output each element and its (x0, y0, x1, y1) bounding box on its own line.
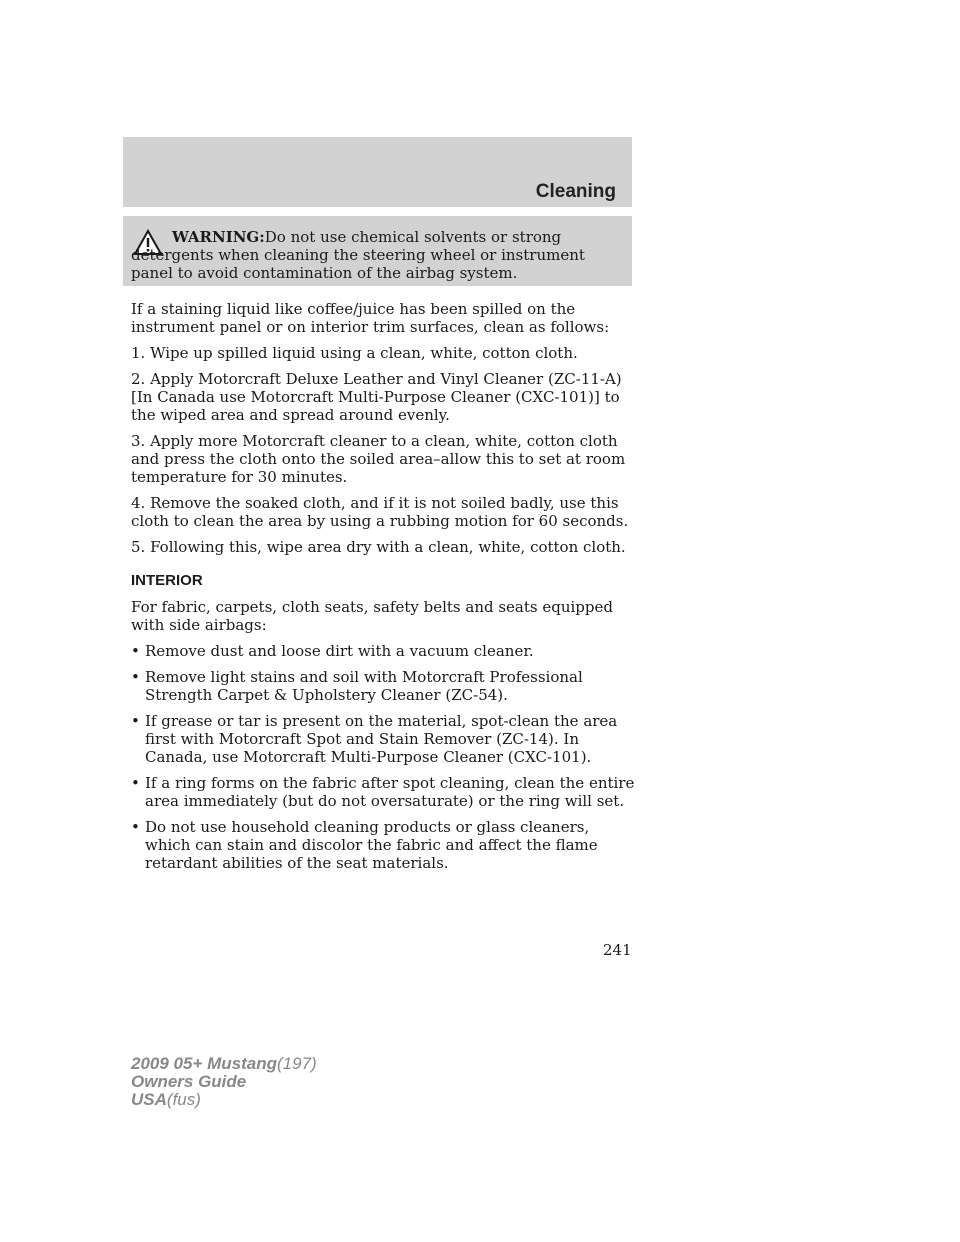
list-item: • If a ring forms on the fabric after spot cleaning, clean the entire area immediately (but do not oversaturate) or the ring will set. (131, 774, 635, 810)
bullet-icon: • (131, 818, 140, 836)
footer-market: USA (131, 1090, 167, 1109)
warning-text (131, 228, 627, 282)
step-4: 4. Remove the soaked cloth, and if it is not soiled badly, use this cloth to clean the area by using a rubbing motion for 60 seconds. (131, 494, 629, 530)
warning-body: Do not use chemical solvents or strong detergents when cleaning the steering wheel or instrument panel to avoid contamination of the airbag system. (131, 228, 585, 282)
list-item: • Remove dust and loose dirt with a vacuum cleaner. (131, 642, 534, 660)
list-item: • If grease or tar is present on the material, spot-clean the area first with Motorcraft Spot and Stain Remover (ZC-14). In Canada, use Motorcraft Multi-Purpose Cleaner (CXC-101). (131, 712, 618, 766)
section-header-band (123, 137, 632, 207)
step-3: 3. Apply more Motorcraft cleaner to a clean, white, cotton cloth and press the cloth onto the soiled area–allow this to set at room temperature for 30 minutes. (131, 432, 626, 486)
footer-doc-info (131, 1055, 317, 1109)
footer-model-code: (197) (277, 1054, 317, 1073)
step-5: 5. Following this, wipe area dry with a clean, white, cotton cloth. (131, 538, 626, 556)
footer-market-code: (fus) (166, 1090, 201, 1109)
interior-intro: For fabric, carpets, cloth seats, safety belts and seats equipped with side airbags: (131, 598, 613, 634)
bullet-icon: • (131, 774, 140, 792)
list-item: • Remove light stains and soil with Motorcraft Professional Strength Carpet & Upholstery Cleaner (ZC-54). (131, 668, 583, 704)
bullet-icon: • (131, 642, 140, 660)
intro-paragraph: If a staining liquid like coffee/juice has been spilled on the instrument panel or on interior trim surfaces, clean as follows: (131, 300, 610, 336)
step-1: 1. Wipe up spilled liquid using a clean, white, cotton cloth. (131, 344, 578, 362)
warning-box (123, 216, 632, 286)
bullet-icon: • (131, 668, 140, 686)
footer-model: 2009 05+ Mustang (131, 1054, 277, 1073)
warning-lead: WARNING: (172, 228, 265, 246)
page-number: 241 (603, 941, 632, 959)
step-2: 2. Apply Motorcraft Deluxe Leather and Vinyl Cleaner (ZC-11-A) [In Canada use Motorcraft Multi-Purpose Cleaner (CXC-101)] to the wiped area and spread around evenly. (131, 370, 622, 424)
list-item: • Do not use household cleaning products or glass cleaners, which can stain and discolor the fabric and affect the flame retardant abilities of the seat materials. (131, 818, 598, 872)
page-body (131, 300, 636, 880)
footer-guide-name: Owners Guide (131, 1072, 247, 1091)
section-title: Cleaning (535, 181, 616, 202)
bullet-icon: • (131, 712, 140, 730)
interior-heading: INTERIOR (131, 572, 203, 589)
